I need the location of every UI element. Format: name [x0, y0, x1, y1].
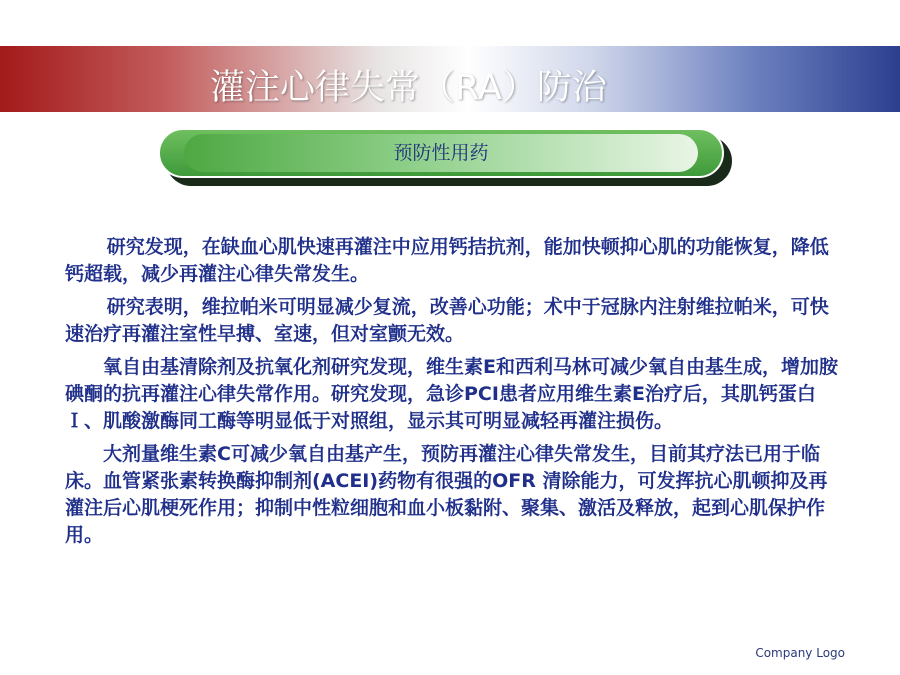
subtitle-label: 预防性用药: [184, 134, 698, 172]
paragraph-3: 氧自由基清除剂及抗氧化剂研究发现，维生素E和西利马林可减少氧自由基生成，增加胺碘酮的抗再灌注心律失常作用。研究发现，急诊PCI患者应用维生素E治疗后，其肌钙蛋白Ｉ、肌酸激酶同工酶等明显低于对照组，显示其可明显减轻再灌注损伤。: [65, 356, 838, 432]
company-logo: Company Logo: [755, 646, 845, 660]
body-text: [65, 234, 840, 555]
subtitle-pill: [158, 128, 724, 178]
paragraph-1: 研究发现，在缺血心肌快速再灌注中应用钙拮抗剂，能加快顿抑心肌的功能恢复，降低钙超载，减少再灌注心律失常发生。: [65, 236, 829, 285]
paragraph-4: 大剂量维生素C可减少氧自由基产生，预防再灌注心律失常发生，目前其疗法已用于临床。血管紧张素转换酶抑制剂(ACEI)药物有很强的OFR 清除能力，可发挥抗心肌顿抑及再灌注后心肌梗死作用；抑制中性粒细胞和血小板黏附、聚集、激活及释放，起到心肌保护作用。: [65, 443, 828, 546]
paragraph-2: 研究表明，维拉帕米可明显减少复流，改善心功能；术中于冠脉内注射维拉帕米，可快速治疗再灌注室性早搏、室速，但对室颤无效。: [65, 296, 829, 345]
slide-title: 灌注心律失常（RA）防治: [210, 68, 607, 108]
